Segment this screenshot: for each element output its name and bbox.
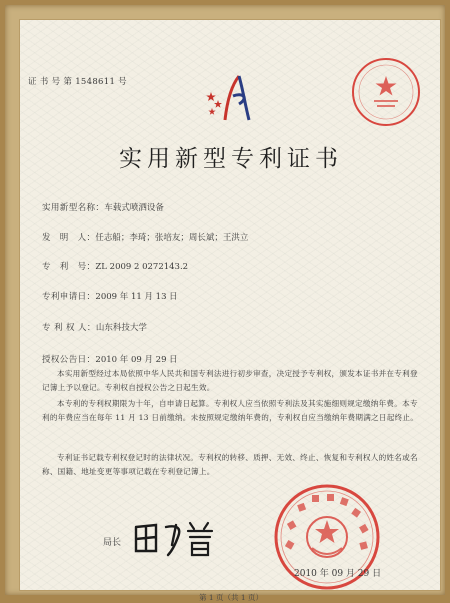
patent-seal-small-icon bbox=[350, 56, 422, 128]
field-value: 车载式喷洒设备 bbox=[104, 203, 164, 213]
paragraph-grant-statement: 本实用新型经过本局依照中华人民共和国专利法进行初步审查，决定授予专利权，颁发本证书并在专利登记簿上予以登记。专利权自授权公告之日起生效。 bbox=[42, 369, 418, 392]
field-patent-number bbox=[42, 260, 188, 272]
field-application-date bbox=[42, 290, 178, 302]
certificate-paper bbox=[19, 19, 441, 602]
paragraph-term-statement: 本专利的专利权期限为十年，自申请日起算。专利权人应当依照专利法及其实施细则规定缴纳年费。本专利的年费应当在每年 11 月 13 日前缴纳。未按照规定缴纳年费的，专利权自应当缴纳年费期满之日起终止。 bbox=[42, 399, 419, 422]
field-grant-date bbox=[42, 353, 178, 365]
field-label: 专 利 权 人： bbox=[42, 323, 96, 333]
certificate-title: 实用新型专利证书 bbox=[119, 146, 343, 172]
field-patentee bbox=[42, 321, 147, 333]
field-value: 2010 年 09 月 29 日 bbox=[95, 355, 178, 365]
field-value: 任志船；李琦；张培友；周长斌；王洪立 bbox=[95, 233, 249, 243]
field-label: 专利申请日： bbox=[42, 292, 96, 302]
field-label: 发 明 人： bbox=[42, 233, 96, 243]
field-inventors bbox=[42, 231, 248, 243]
field-value: 山东科技大学 bbox=[95, 323, 147, 333]
director-signature-icon bbox=[132, 515, 218, 559]
field-value: ZL 2009 2 0272143.2 bbox=[95, 262, 189, 272]
page-number: 第 1 页（共 1 页） bbox=[198, 593, 264, 602]
paragraph-legal-status: 专利证书记载专利权登记时的法律状况。专利权的转移、质押、无效、终止、恢复和专利权人的姓名或名称、国籍、地址变更等事项记载在专利登记簿上。 bbox=[42, 453, 418, 476]
field-label: 实用新型名称： bbox=[42, 203, 105, 213]
certificate-number: 证 书 号 第 1548611 号 bbox=[28, 77, 127, 87]
certificate-frame bbox=[5, 5, 445, 602]
director-label: 局长 bbox=[103, 538, 122, 548]
field-label: 授权公告日： bbox=[42, 355, 96, 365]
field-value: 2009 年 11 月 13 日 bbox=[95, 292, 178, 302]
field-label: 专 利 号： bbox=[42, 262, 96, 272]
field-utility-model-name bbox=[42, 201, 164, 213]
seal-date: 2010 年 09 月 29 日 bbox=[294, 569, 382, 579]
sipo-logo-icon bbox=[203, 72, 255, 124]
